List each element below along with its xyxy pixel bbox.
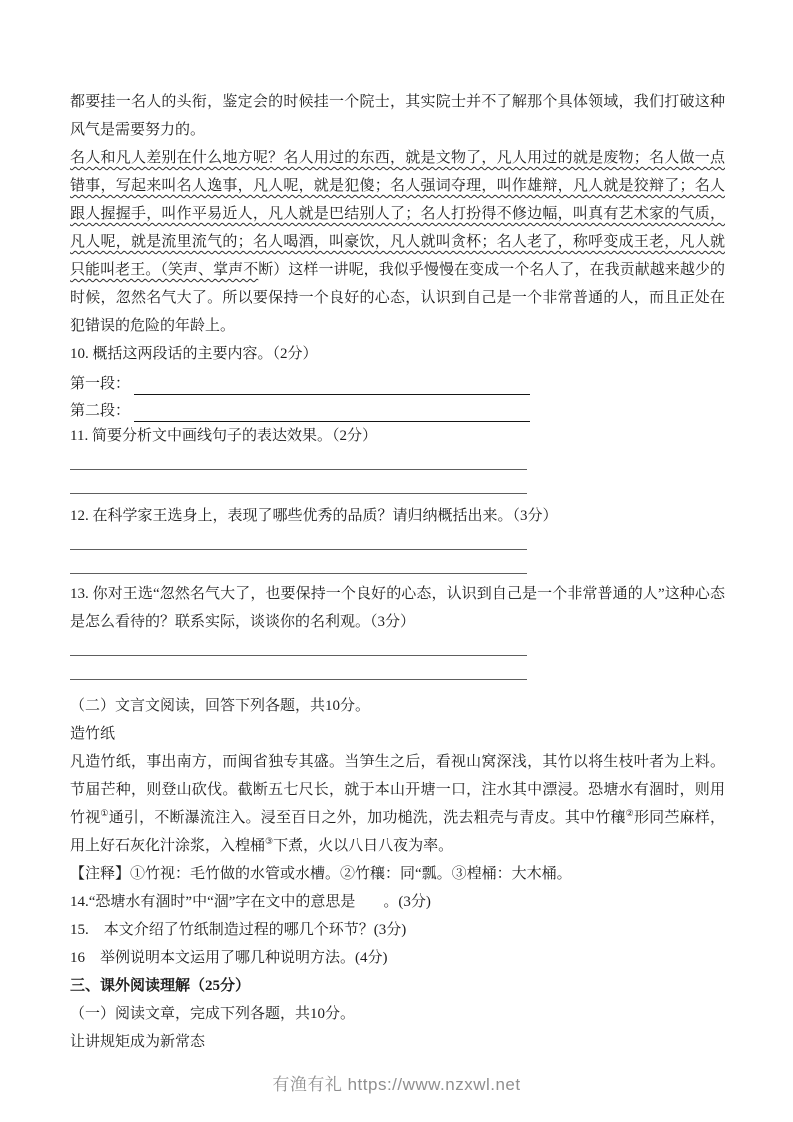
question-14 [70,888,725,916]
superscript-note-2: ② [625,808,634,818]
answer-label-first-paragraph: 第一段： [70,376,131,392]
answer-blank-second-paragraph[interactable] [134,395,530,422]
question-16: 16 举例说明本文运用了哪几种说明方法。(4分) [70,950,388,966]
wavy-underlined-sentence: 名人和凡人差别在什么地方呢？名人用过的东西，就是文物了，凡人用过的就是废物；名人做一点错事，写起来叫名人逸事，凡人呢，就是犯傻；名人强词夺理，叫作雄辩，凡人就是狡辩了；名人跟人握握手，叫作平易近人，凡人就是巴结别人了；名人打扮得不修边幅，叫真有艺术家的气质，凡人呢，就是流里流气的；名人喝酒，叫豪饮，凡人就叫贪杯；名人老了，称呼变成王老，凡人就只能叫老王。（笑声、掌声不 [70,150,725,278]
section-heading-classical-reading: （二）文言文阅读，回答下列各题，共10分。 [70,698,371,714]
question-13: 13. 你对王选“忽然名气大了，也要保持一个良好的心态，认识到自己是一个非常普通的人”这种心态是怎么看待的？联系实际，谈谈你的名利观。（3分） [70,586,725,630]
question-14-post: 。(3分) [383,894,431,910]
answer-label-second-paragraph: 第二段： [70,403,131,419]
answer-line-q13-2[interactable] [70,656,527,680]
answer-line-q11-2[interactable] [70,470,527,494]
superscript-note-3: ③ [265,836,274,846]
passage-notes: 【注释】①竹视：毛竹做的水管或水槽。②竹穰：同“瓢。③楻桶：大木桶。 [70,866,572,882]
answer-line-q11-1[interactable] [70,450,527,470]
watermark-footer [0,1070,793,1095]
watermark-text: 有渔有礼 https://www.nzxwl.net [272,1075,521,1094]
answer-row-second-paragraph [70,395,725,422]
paragraph-lecture-continuation: 都要挂一名人的头衔，鉴定会的时候挂一个院士，其实院士并不了解那个具体领域，我们打破这种风气是需要努力的。 [70,94,725,138]
classical-passage [70,748,725,860]
question-11: 11. 简要分析文中画线句子的表达效果。（2分） [70,428,377,444]
passage-part-2: 通引，不断瀑流注入。浸至百日之外，加功槌洗，洗去粗壳与青皮。其中竹穰 [108,810,626,826]
subsection-reading-instruction: （一）阅读文章，完成下列各题，共10分。 [70,1006,356,1022]
paragraph-famous-rest: 断）这样一讲呢，我似乎慢慢在变成一个名人了，在我贡献越来越少的时候，忽然名气大了。所以要保持一个良好的心态，认识到自己是一个非常普通的人，而且正处在犯错误的危险的年龄上。 [70,262,725,334]
question-10: 10. 概括这两段话的主要内容。（2分） [70,346,318,362]
answer-line-q12-1[interactable] [70,530,527,550]
question-12: 12. 在科学家王选身上，表现了哪些优秀的品质？请归纳概括出来。（3分） [70,508,558,524]
question-15: 15. 本文介绍了竹纸制造过程的哪几个环节？(3分) [70,922,407,938]
question-14-pre: 14.“恐塘水有涸时”中“涸”字在文中的意思是 [70,894,356,910]
answer-line-q13-1[interactable] [70,636,527,656]
reading-article-title: 让讲规矩成为新常态 [70,1034,206,1050]
exam-content [70,88,725,1056]
answer-line-q12-2[interactable] [70,550,527,574]
passage-title-bamboo-paper: 造竹纸 [70,726,116,742]
paragraph-famous-vs-ordinary [70,144,725,340]
section-heading-extracurricular-reading: 三、课外阅读理解（25分） [70,978,251,994]
passage-part-3: 形同苎麻样，用上好石灰化汁涂浆，入楻桶 [70,810,725,854]
answer-blank-first-paragraph[interactable] [134,368,530,395]
superscript-note-1: ① [100,808,109,818]
passage-part-4: 下煮，火以八日八夜为率。 [273,838,454,854]
answer-row-first-paragraph [70,368,725,395]
passage-part-1: 凡造竹纸，事出南方，而闽省独专其盛。当笋生之后，看视山窝深浅，其竹以将生枝叶者为上料。节届芒种，则登山砍伐。截断五七尺长，就于本山开塘一口，注水其中漂浸。恐塘水有涸时，则用竹视 [70,754,725,826]
